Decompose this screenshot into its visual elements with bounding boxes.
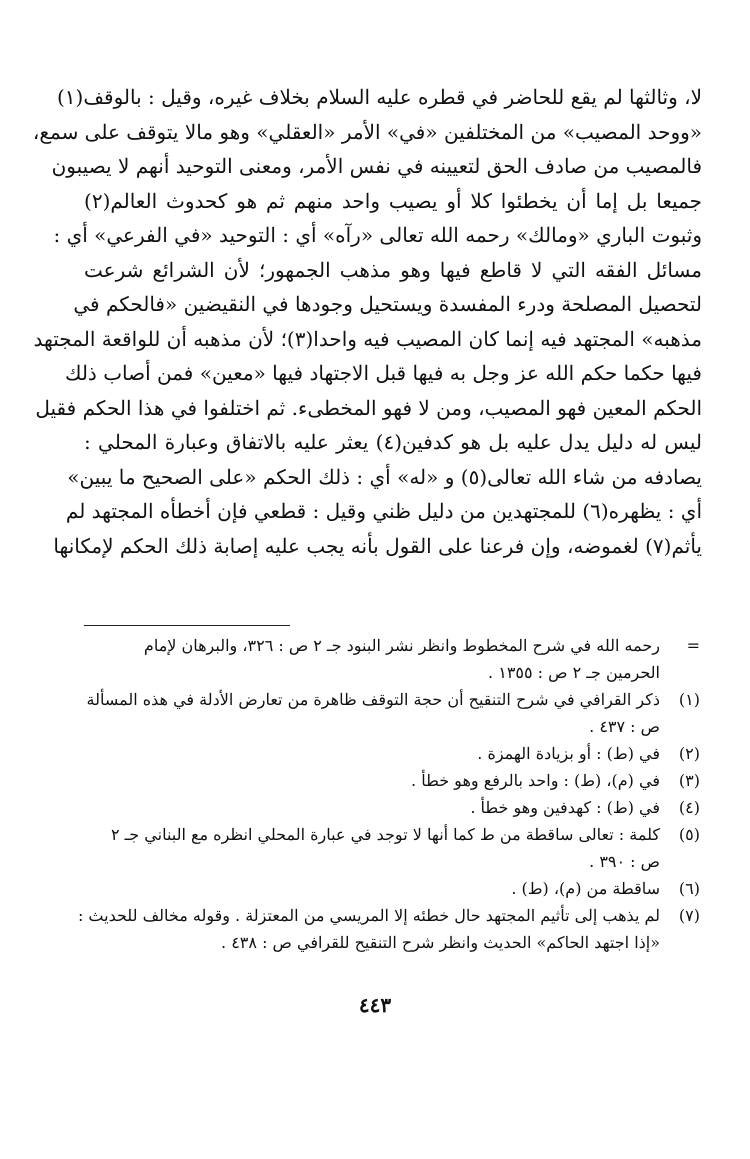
- body-line: فالمصيب من صادف الحق لتعيينه في نفس الأمر، ومعنى التوحيد أنهم لا يصيبون: [51, 154, 702, 178]
- footnote-text: رحمه الله في شرح المخطوط وانظر نشر البنود جـ ٢ ص : ٣٢٦، والبرهان لإمام الحرمين جـ ٢ ص : ١٣٥٥ .: [143, 636, 660, 682]
- body-line: مسائل الفقه التي لا قاطع فيها وهو مذهب الجمهور؛ لأن الشرائع شرعت: [84, 257, 702, 282]
- body-line: ليس له دليل يدل عليه بل هو كدفين(٤) يعثر عليه بالاتفاق وعبارة المحلي :: [84, 430, 702, 454]
- footnote: [72, 794, 700, 821]
- body-line: يصادفه من شاء الله تعالى(٥) و «له» أي : ذلك الحكم «على الصحيح ما يبين»: [67, 464, 702, 489]
- body-line: جميعا بل إما أن يخطئوا كلا أو يصيب واحد منهم ثم هو كحدوث العالم(٢): [84, 188, 702, 213]
- footnote-number: (١): [678, 690, 700, 709]
- footnote-separator: [84, 625, 290, 626]
- footnote-text: كلمة : تعالى ساقطة من ط كما أنها لا توجد في عبارة المحلي انظره مع البناني جـ ٢ ص : ٣٩٠ .: [110, 825, 660, 871]
- footnote-text: في (م)، (ط) : واحد بالرفع وهو خطأ .: [411, 771, 660, 790]
- footnote-number: (٣): [678, 771, 700, 790]
- footnote-number: (٥): [678, 825, 700, 844]
- body-line: وثبوت الباري «ومالك» رحمه الله تعالى «رآه» أي : التوحيد «في الفرعي» أي :: [53, 223, 702, 247]
- footnote-text: لم يذهب إلى تأثيم المجتهد حال خطئه إلا المريسي من المعتزلة . وقوله مخالف للحديث : «إذا اجتهد الحاكم» الحديث وانظر شرح التنقيح للقرافي ص : ٤٣٨ .: [77, 906, 660, 952]
- page-number: ٤٤٣: [358, 993, 392, 1017]
- footnote: [72, 686, 700, 740]
- footnote: [72, 740, 700, 767]
- footnote-number: (٦): [678, 879, 700, 898]
- body-line: مذهبه» المجتهد فيه إنما كان المصيب فيه واحدا(٣)؛ لأن مذهبه أن للواقعة المجتهد: [33, 326, 702, 351]
- footnote-text: في (ط) : أو بزيادة الهمزة .: [477, 744, 660, 763]
- footnote: [72, 767, 700, 794]
- footnote: [72, 821, 700, 875]
- body-line: فيها حكما حكم الله عز وجل به فيها قبل الاجتهاد فيها «معين» فمن أصاب ذلك: [64, 361, 702, 385]
- footnote-text: في (ط) : كهدفين وهو خطأ .: [470, 798, 660, 817]
- body-line: «ووحد المصيب» من المختلفين «في» الأمر «العقلي» وهو مالا يتوقف على سمع،: [32, 119, 702, 144]
- footnote: [72, 902, 700, 956]
- footnote-number: (٤): [678, 798, 700, 817]
- footnote-text: ذكر القرافي في شرح التنقيح أن حجة التوقف ظاهرة من تعارض الأدلة في هذه المسألة ص : ٤٣٧ .: [86, 690, 660, 736]
- footnote-number: =: [686, 636, 700, 655]
- body-line: أي : يظهره(٦) للمجتهدين من دليل ظني وقيل : قطعي فإن أخطأه المجتهد لم: [65, 499, 702, 523]
- footnote: [72, 632, 700, 686]
- main-text: [32, 80, 702, 563]
- footnote-number: (٧): [678, 906, 700, 925]
- body-line: الحكم المعين فهو المصيب، ومن لا فهو المخطىء. ثم اختلفوا في هذا الحكم فقيل: [35, 395, 702, 420]
- body-line: يأثم(٧) لغموضه، وإن فرعنا على القول بأنه يجب عليه إصابة ذلك الحكم لإمكانها: [53, 533, 702, 558]
- footnotes: [72, 632, 700, 956]
- body-line: لتحصيل المصلحة ودرء المفسدة ويستحيل وجودها في النقيضين «فالحكم في: [73, 292, 702, 316]
- footnote-text: ساقطة من (م)، (ط) .: [511, 879, 660, 898]
- footnote: [72, 875, 700, 902]
- footnote-number: (٢): [678, 744, 700, 763]
- body-line: لا، وثالثها لم يقع للحاضر في قطره عليه السلام بخلاف غيره، وقيل : بالوقف(١): [56, 85, 702, 109]
